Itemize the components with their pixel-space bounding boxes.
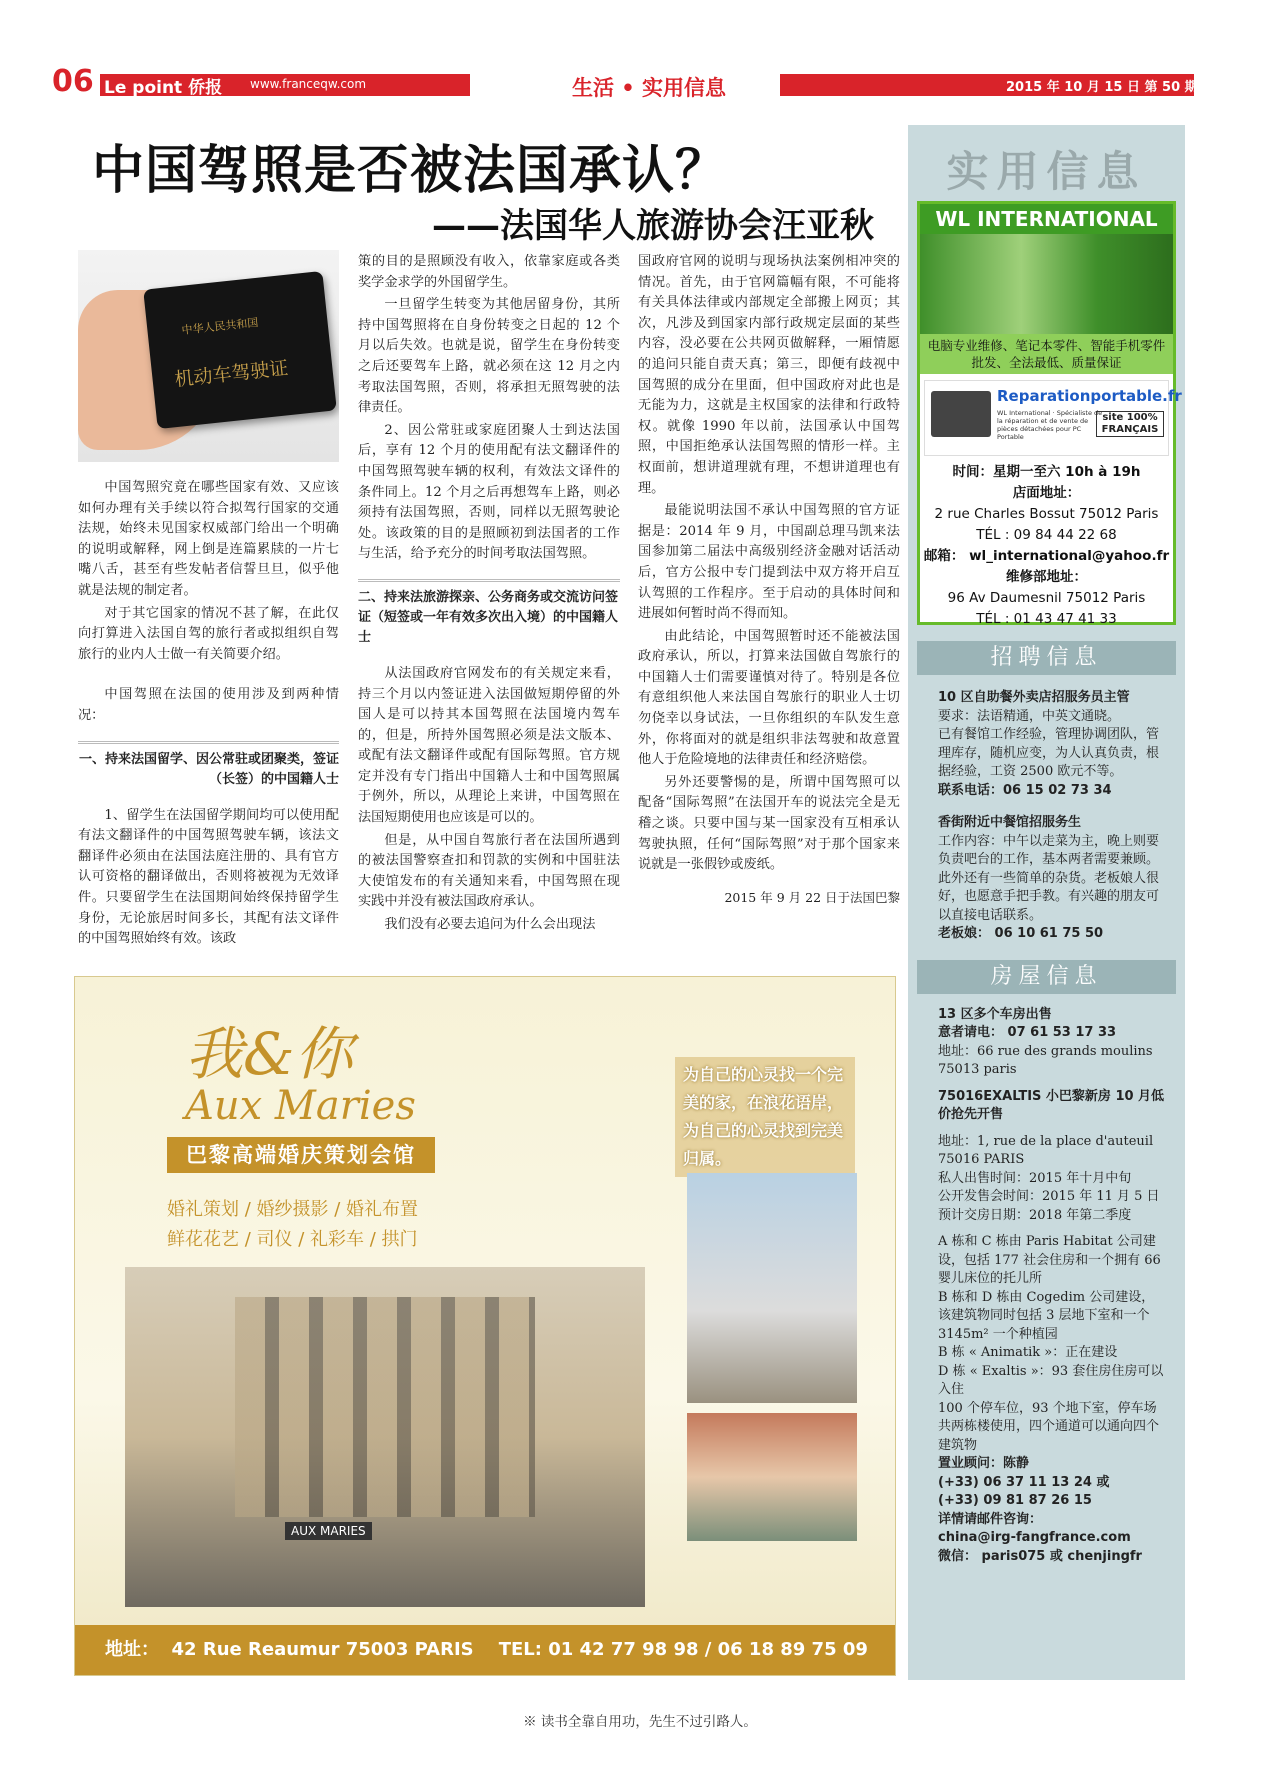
wl-tel-1: TÉL : 09 84 44 22 68: [976, 527, 1117, 543]
paragraph: 国政府官网的说明与现场执法案例相冲突的情况。首先，由于官网篇幅有限，不可能将有关具体法律或内部规定全部搬上网页；其次，凡涉及到国家内部行政规定层面的某些内容，没必要在公共网页做解释，一厢情愿的追问只能自责天真；第三，即便有歧视中国驾照的成分在里面，但中国政府对此也是无能为力，这就是主权国家的法律和行政特权。就像 1990 年以前，法国承认中国驾照，中国拒绝承认法国驾照的情形一样。主权面前，想讲道理就有理，不想讲道理也有理。: [638, 254, 900, 496]
job2-contact: 老板娘： 06 10 61 75 50: [938, 926, 1104, 941]
housing-heading: 房屋信息: [917, 960, 1176, 994]
ad-tagline: 巴黎高端婚庆策划会馆: [167, 1137, 435, 1173]
wl-box: [917, 201, 1182, 627]
house2-advisor: 置业顾问：陈静: [938, 1456, 1030, 1471]
couple-photo-2: [687, 1413, 857, 1541]
license-photo: [78, 250, 339, 462]
column-2: [358, 252, 620, 938]
wl-repair-label: 维修部地址：: [1006, 569, 1087, 585]
dateline: 2015 年 9 月 22 日于法国巴黎: [724, 889, 900, 905]
paragraph: 中国驾照在法国的使用涉及到两种情况：: [78, 687, 339, 723]
house2-phone-2: (+33) 09 81 87 26 15: [938, 1493, 1092, 1508]
card-text-1: 中华人民共和国: [180, 315, 259, 337]
ad-address-bar: 地址： 42 Rue Reaumur 75003 PARIS TEL: 01 42 77 98 98 / 06 18 89 75 09: [75, 1625, 895, 1675]
house1-contact: 意者请电： 07 61 53 17 33: [938, 1025, 1117, 1040]
ad-slogan: 为自己的心灵找一个完美的家，在浪花语岸，为自己的心灵找到完美归属。: [675, 1057, 855, 1177]
wl-name: WL INTERNATIONAL: [920, 204, 1173, 234]
paragraph: 我们没有必要去追问为什么会出现法: [384, 917, 596, 933]
job1-title: 10 区自助餐外卖店招服务员主管: [938, 690, 1130, 705]
job1-req1: 要求：法语精通，中英文通晓。: [938, 708, 1121, 724]
couple-photo-1: [687, 1173, 857, 1403]
house2-desc-line: D 栋 « Exaltis »：93 套住房住房可以入住: [938, 1363, 1164, 1397]
ad-services-1: 婚礼策划 / 婚纱摄影 / 婚礼布置: [167, 1199, 419, 1220]
paper-logo: Le point 侨报: [104, 78, 223, 98]
card-text-2: 机动车驾驶证: [173, 357, 290, 391]
license-card: [143, 271, 337, 429]
issue-date: 2015 年 10 月 15 日 第 50 期: [1006, 80, 1198, 95]
paragraph: 中国驾照究竟在哪些国家有效、又应该如何办理有关手续以符合拟驾行国家的交通法规，始终未见国家权威部门给出一个明确的说明或解释，网上倒是连篇累牍的一片七嘴八舌，甚至有些发帖者信誓旦旦，似乎他就是法规的制定者。: [78, 480, 339, 598]
footer-quote: ※ 读书全靠自用功，先生不过引路人。: [523, 1714, 757, 1730]
job1-contact: 联系电话：06 15 02 73 34: [938, 782, 1112, 798]
house2-desc: [938, 1233, 1167, 1455]
sidebar: [908, 125, 1185, 1680]
paragraph: 最能说明法国不承认中国驾照的官方证据是：2014 年 9 月，中国副总理马凯来法国参加第二届法中高级别经济金融对话活动后，官方公报中专门提到法中双方将开启互认驾照的工作程序。至于启动的具体时间和进展如何暂时尚不得而知。: [638, 503, 900, 622]
building-windows: [235, 1297, 535, 1517]
paragraph: 另外还要警惕的是，所谓中国驾照可以配备“国际驾照”在法国开车的说法完全是无稽之谈。只要中国与某一国家没有互相承认驾驶执照，任何“国际驾照”对于那个国家来说就是一张假钞或废纸。: [638, 774, 900, 873]
house1-title: 13 区多个车房出售: [938, 1006, 1052, 1022]
ad-brand-fr: Aux Maries: [185, 1083, 416, 1129]
job2-desc: 工作内容：中午以走菜为主，晚上则要负责吧台的工作，基本两者需要兼顾。此外还有一些简单的杂货。老板娘人很好，也愿意手把手教。有兴趣的朋友可以直接电话联系。: [938, 833, 1160, 923]
wl-site-sub: WL International · Spécialiste de la réparation et de vente de pièces détachées pour PC Portable: [997, 409, 1103, 441]
page-number: 06: [52, 64, 94, 99]
paragraph: 策的目的是照顾没有收入，依靠家庭或各类奖学金求学的外国留学生。: [358, 254, 620, 290]
house2-line: 地址：1, rue de la place d'auteuil 75016 PARIS: [938, 1133, 1154, 1167]
wl-store-addr: 2 rue Charles Bossut 75012 Paris: [934, 506, 1159, 522]
house2-line: 私人出售时间：2015 年十月中旬: [938, 1170, 1132, 1186]
house2-mail-label: 详情请邮件咨询：: [938, 1511, 1043, 1527]
jobs-heading: 招聘信息: [917, 641, 1176, 675]
house2-desc-line: 100 个停车位，93 个地下室，停车场共两栋楼使用，四个通道可以通向四个建筑物: [938, 1400, 1160, 1453]
paragraph: 从法国政府官网发布的有关规定来看，持三个月以内签证进入法国做短期停留的外国人是可以持其本国驾照在法国境内驾车的，但是，所持外国驾照必须是法文版本、或配有法文翻译件或配有国际驾照。官方规定并没有专门指出中国籍人士和中国驾照属于例外，所以，从理论上来讲，中国驾照在法国短期使用也应该是可以的。: [358, 665, 620, 826]
wedding-ad: [74, 976, 896, 1676]
house2-phone-1: (+33) 06 37 11 13 24 或: [938, 1474, 1110, 1490]
house2-title: 75016EXALTIS 小巴黎新房 10 月低价抢先开售: [938, 1088, 1165, 1122]
badge-100-francais: site 100% FRANÇAIS: [1096, 411, 1164, 437]
house2-line: 预计交房日期：2018 年第二季度: [938, 1207, 1132, 1223]
column-3: [638, 252, 900, 906]
job-list: [908, 675, 1185, 944]
wl-caption: 电脑专业维修、笔记本零件、智能手机零件批发、全法最低、质量保证: [920, 334, 1173, 374]
house2-desc-line: B 栋和 D 栋由 Cogedim 公司建设，该建筑物同时包括 3 层地下室和一个 3145m² 一个种植园: [938, 1289, 1155, 1342]
article-title: 中国驾照是否被法国承认？: [92, 141, 729, 201]
house2-details: [938, 1133, 1167, 1226]
wl-shop-photo: [920, 234, 1173, 334]
wl-hours: 时间：星期一至六 10h à 19h: [952, 464, 1141, 480]
paragraph: 2、因公常驻或家庭团聚人士到达法国后，享有 12 个月的使用配有法文翻译件的中国驾照驾驶车辆的权利，有效法文译件的条件同上。12 个月之后再想驾车上路，则必须持有法国驾照，否则，同样以无照驾驶论处。该政策的目的是照顾初到法国者的工作与生活，给予充分的时间考取法国驾照。: [358, 422, 620, 562]
shop-sign: AUX MARIES: [285, 1522, 372, 1540]
house2-line: 公开发售会时间：2015 年 11 月 5 日: [938, 1189, 1160, 1204]
article-byline: ——法国华人旅游协会汪亚秋: [432, 206, 874, 246]
wl-site: Reparationportable.fr: [997, 387, 1182, 405]
paragraph: 但是，从中国自驾旅行者在法国所遇到的被法国警察查扣和罚款的实例和中国驻法大使馆发布的有关通知来看，中国驾照在现实践中并没有被法国政府承认。: [358, 832, 620, 910]
paragraph: 1、留学生在法国留学期间均可以使用配有法文翻译件的中国驾照驾驶车辆，该法文翻译件必须由在法国法庭注册的、具有官方认可资格的翻译做出，否则将被视为无效译件。只要留学生在法国期间始终保持留学生身份，无论旅居时间多长，其配有法文译件的中国驾照始终有效。该政: [78, 807, 339, 947]
paragraph: 由此结论，中国驾照暂时还不能被法国政府承认，所以，打算来法国做自驾旅行的中国籍人士们需要谨慎对待了。特别是各位有意组织他人来法国自驾旅行的职业人士切勿侥幸以身试法，一旦你组织的车队发生意外，你将面对的就是组织非法驾驶和故意置他人于危险境地的法律责任和经济赔偿。: [638, 628, 900, 768]
wl-banner: [924, 380, 1182, 456]
house1-addr: 地址：66 rue des grands moulins 75013 paris: [938, 1043, 1153, 1077]
website-url: www.franceqw.com: [250, 77, 367, 91]
column-1: [78, 478, 339, 952]
house2-mail[interactable]: china@irg-fangfrance.com: [938, 1530, 1131, 1545]
section-title: 生活 • 实用信息: [572, 76, 727, 100]
subheading-2: 二、持来法旅游探亲、公务商务或交流访问签证（短签或一年有效多次出入境）的中国籍人士: [358, 579, 620, 654]
laptop-icon: [931, 391, 991, 437]
wl-info: [920, 462, 1173, 630]
house2-desc-line: B 栋 « Animatik »：正在建设: [938, 1345, 1118, 1360]
ad-brand-cn: 我&你: [185, 1020, 353, 1088]
paragraph: 对于其它国家的情况不甚了解，在此仅向打算进入法国自驾的旅行者或拟组织自驾旅行的业内人士做一有关简要介绍。: [78, 605, 339, 662]
wl-store-label: 店面地址：: [1012, 485, 1081, 501]
wl-repair-addr: 96 Av Daumesnil 75012 Paris: [947, 590, 1146, 606]
housing-list: [908, 994, 1185, 1567]
sidebar-title: 实用信息: [946, 147, 1147, 196]
job1-req2: 已有餐馆工作经验，管理协调团队，管理库存，随机应变，为人认真负责，根据经验，工资 2500 欧元不等。: [938, 727, 1160, 779]
job2-title: 香街附近中餐馆招服务生: [938, 815, 1082, 830]
ad-services-2: 鲜花花艺 / 司仪 / 礼彩车 / 拱门: [167, 1229, 418, 1250]
house2-wechat: 微信： paris075 或 chenjingfr: [938, 1548, 1142, 1564]
wl-email[interactable]: 邮箱： wl_international@yahoo.fr: [923, 548, 1170, 564]
building-photo: [125, 1267, 645, 1607]
subheading-1: 一、持来法国留学、因公常驻或团聚类，签证（长签）的中国籍人士: [78, 741, 339, 796]
wl-tel-2: TÉL : 01 43 47 41 33: [976, 611, 1117, 627]
house2-desc-line: A 栋和 C 栋由 Paris Habitat 公司建设，包括 177 社会住房和一个拥有 66 婴儿床位的托儿所: [938, 1234, 1161, 1286]
paragraph: 一旦留学生转变为其他居留身份，其所持中国驾照将在自身份转变之日起的 12 个月以后失效。也就是说，留学生在身份转变之后还要驾车上路，就必须在这 12 月之内考取法国驾照，否则，将承担无照驾驶的法律责任。: [358, 297, 620, 416]
